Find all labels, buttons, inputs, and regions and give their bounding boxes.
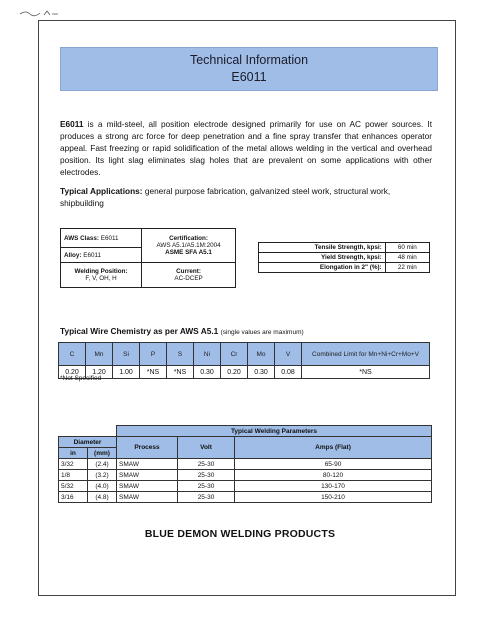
chem-header: S [167, 343, 194, 366]
welding-position-label: Welding Position: [74, 268, 128, 275]
diameter-mm: (4.0) [88, 481, 117, 492]
amps-cell: 80-120 [235, 470, 432, 481]
chemistry-header-row [59, 343, 430, 366]
chem-header: P [140, 343, 167, 366]
diameter-mm: (3.2) [88, 470, 117, 481]
chem-header: Ni [194, 343, 221, 366]
diameter-mm: (4.8) [88, 492, 117, 503]
process-cell: SMAW [117, 470, 178, 481]
inch-header: in [59, 448, 88, 459]
spec-label: Yield Strength, kpsi: [259, 253, 386, 263]
page-border [38, 20, 456, 596]
applications-text: general purpose fabrication, galvanized steel work, structural work, shipbuilding [60, 186, 391, 208]
amps-cell: 130-170 [235, 481, 432, 492]
description-text: is a mild-steel, all position electrode designed primarily for use on AC power sources. It produces a strong arc force for deep penetration and a fine spray transfer that enhances operator appeal. Fast freezing or rapid solidification of the metal allows welding in the vertical and overhead position. Its light slag eliminates slag holes that are prevalent on some applications with other electrodes. [60, 119, 432, 177]
spec-value: 48 min [385, 253, 429, 263]
spec-label: Tensile Strength, kpsi: [259, 243, 386, 253]
chem-header: Combined Limit for Mn+Ni+Cr+Mo+V [302, 343, 430, 366]
mm-header: (mm) [88, 448, 117, 459]
product-code: E6011 [60, 119, 84, 129]
chem-header: Si [113, 343, 140, 366]
chem-header: Cr [221, 343, 248, 366]
spec-value: 60 min [385, 243, 429, 253]
chem-value: 0.08 [275, 366, 302, 379]
spec-row [259, 253, 430, 263]
amps-cell: 65-90 [235, 459, 432, 470]
pen-scribble [18, 8, 62, 18]
process-cell: SMAW [117, 459, 178, 470]
chemistry-table [58, 342, 430, 379]
product-description [60, 118, 432, 178]
amps-cell: 150-210 [235, 492, 432, 503]
diameter-in: 3/16 [59, 492, 88, 503]
volt-header: Volt [178, 437, 235, 459]
diameter-header: Diameter [59, 437, 117, 448]
chem-header: Mn [86, 343, 113, 366]
alloy-value: E6011 [83, 251, 101, 259]
company-name: BLUE DEMON WELDING PRODUCTS [144, 528, 336, 540]
typical-applications [60, 185, 432, 209]
chem-value: 0.30 [194, 366, 221, 379]
chem-header: C [59, 343, 86, 366]
welding-parameters-title: Typical Welding Parameters [117, 426, 432, 437]
diameter-in: 5/32 [59, 481, 88, 492]
process-cell: SMAW [117, 492, 178, 503]
classification-table [60, 228, 236, 288]
current-value: AC-DCEP [174, 275, 203, 282]
title-banner [60, 47, 438, 91]
process-cell: SMAW [117, 481, 178, 492]
chem-header: V [275, 343, 302, 366]
chemistry-value-row [59, 366, 430, 379]
spec-label: Elongation in 2" (%): [259, 263, 386, 273]
chem-value: *NS [167, 366, 194, 379]
chem-value: 0.20 [59, 366, 86, 379]
table-row [59, 492, 432, 503]
welding-parameters-table [58, 425, 432, 503]
amps-header: Amps (Flat) [235, 437, 432, 459]
aws-class-value: E6011 [100, 234, 119, 242]
diameter-in: 1/8 [59, 470, 88, 481]
spec-row [259, 263, 430, 273]
volt-cell: 25-30 [178, 459, 235, 470]
process-header: Process [117, 437, 178, 459]
chemistry-title: Typical Wire Chemistry as per AWS A5.1 (single values are maximum) [60, 326, 304, 336]
mechanical-properties-table [258, 242, 430, 273]
volt-cell: 25-30 [178, 481, 235, 492]
volt-cell: 25-30 [178, 492, 235, 503]
chem-value: 1.20 [86, 366, 113, 379]
current-label: Current: [176, 268, 201, 275]
document-title: Technical Information [189, 53, 309, 67]
certification-value-1: AWS A5.1/A5.1M:2004 [156, 242, 221, 249]
chem-value: *NS [302, 366, 430, 379]
chem-value: 0.30 [248, 366, 275, 379]
table-row [59, 459, 432, 470]
aws-class-label: AWS Class: [64, 234, 99, 242]
certification-value-2: ASME SFA A5.1 [165, 249, 212, 256]
chemistry-title-note: (single values are maximum) [220, 329, 304, 336]
diameter-mm: (2.4) [88, 459, 117, 470]
chem-value: 0.20 [221, 366, 248, 379]
welding-position-value: F, V, OH, H [85, 275, 117, 282]
document-subtitle: E6011 [231, 70, 267, 84]
not-specified-note: *Not Specified [60, 375, 102, 382]
certification-label: Certification: [169, 235, 208, 242]
table-row [59, 470, 432, 481]
spec-value: 22 min [385, 263, 429, 273]
alloy-label: Alloy: [64, 251, 82, 259]
chem-header: Mo [248, 343, 275, 366]
table-row [59, 481, 432, 492]
volt-cell: 25-30 [178, 470, 235, 481]
chem-value: 1.00 [113, 366, 140, 379]
spec-row [259, 243, 430, 253]
applications-label: Typical Applications: [60, 186, 143, 196]
chem-value: *NS [140, 366, 167, 379]
diameter-in: 3/32 [59, 459, 88, 470]
